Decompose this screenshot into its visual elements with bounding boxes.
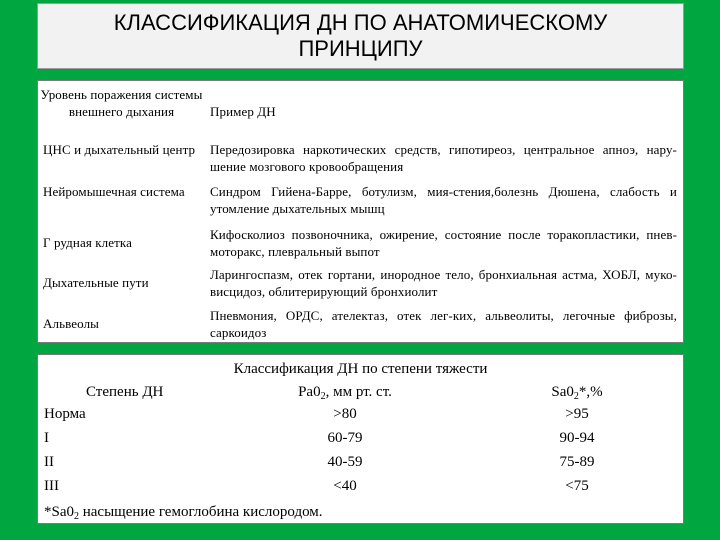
grade-cell: I (44, 430, 49, 446)
pao2-cell: <40 (333, 478, 357, 494)
page-title: КЛАССИФИКАЦИЯ ДН ПО АНАТОМИЧЕСКОМУ ПРИНЦИПУ (113, 10, 608, 61)
grade-cell: II (44, 454, 54, 470)
pao2-cell: >80 (333, 406, 357, 422)
table-row (38, 428, 683, 448)
example-cell: Синдром Гийена-Барре, ботулизм, мия-стения,болезнь Дюшена, слабость и утомление дыхательных мышц (210, 184, 677, 216)
pao2-header: $Pa0_2$, мм рт. ст. (298, 384, 392, 402)
header-example: Пример ДН (210, 104, 276, 119)
severity-classification-table (37, 354, 684, 524)
level-cell: ЦНС и дыхательный центр (43, 142, 196, 157)
sao2-cell: >95 (565, 406, 589, 422)
severity-header-row (38, 382, 683, 402)
sao2-cell: 75-89 (559, 454, 595, 470)
example-cell: Пневмония, ОРДС, ателектаз, отек лег-ких, альвеолиты, легочные фиброзы, саркоидоз (210, 308, 677, 340)
sao2-cell: <75 (565, 478, 589, 494)
pao2-cell: 40-59 (327, 454, 363, 470)
level-cell: Нейромышечная система (43, 184, 185, 199)
sao2-cell: 90-94 (559, 430, 595, 446)
footnote: $*Sa0_2$ насыщение гемоглобина кислородом. (44, 504, 323, 522)
severity-title: Классификация ДН по степени тяжести (233, 361, 488, 377)
grade-header: Степень ДН (86, 384, 164, 400)
table-row (38, 476, 683, 496)
grade-cell: III (44, 478, 59, 494)
table-row (38, 452, 683, 472)
example-cell: Передозировка наркотических средств, гипотиреоз, центральное апноэ, нару-шение мозгового кровообращения (210, 142, 677, 174)
example-cell: Ларингоспазм, отек гортани, инородное тело, бронхиальная астма, ХОБЛ, муко- висцидоз, облитерирующий бронхиолит (210, 267, 677, 299)
grade-cell: Норма (44, 406, 86, 422)
header-level: Уровень поражения системы внешнего дыхания (40, 87, 203, 119)
title-box (37, 3, 684, 69)
table-row (38, 404, 683, 424)
sao2-header: $Sa0_2*,\%$ (551, 384, 603, 402)
level-cell: Г рудная клетка (43, 235, 132, 250)
pao2-cell: 60-79 (327, 430, 363, 446)
anatomical-classification-table (37, 80, 684, 343)
level-cell: Дыхательные пути (43, 275, 149, 290)
level-cell: Альвеолы (43, 316, 99, 331)
example-cell: Кифосколиоз позвоночника, ожирение, состояние после торакопластики, пнев-моторакс, плевральный выпот (210, 227, 677, 259)
